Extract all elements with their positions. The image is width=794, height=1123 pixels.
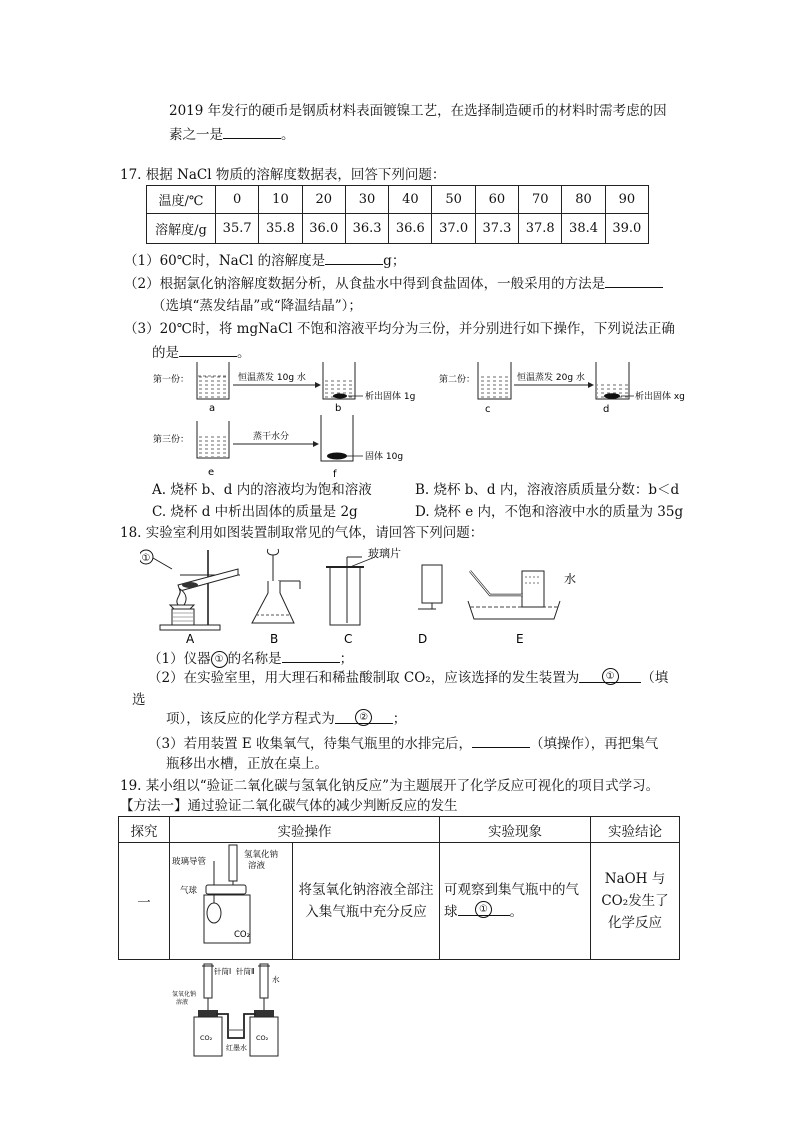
table-row-label-temp: 温度/℃ xyxy=(147,186,216,214)
header-operation: 实验操作 xyxy=(170,817,440,843)
fig-label-naoh-2: 溶液 xyxy=(248,861,266,871)
part3-label: 第三份： xyxy=(153,435,190,445)
answer-blank-2[interactable] xyxy=(335,709,393,724)
gas-apparatus-diagram xyxy=(140,545,590,647)
water-label: 水 xyxy=(564,572,577,586)
table-cell: 38.4 xyxy=(562,214,605,244)
beaker-a xyxy=(197,362,229,399)
apparatus-figure-cell xyxy=(170,843,293,960)
blank-number-1: ① xyxy=(602,668,619,685)
part3-output: 固体 10g xyxy=(365,452,404,462)
apparatus-d xyxy=(418,565,442,609)
fig2-label-co2-right: CO₂ xyxy=(256,1034,269,1042)
solubility-table xyxy=(146,185,649,244)
fig2-label-syringe-2: 针筒Ⅱ xyxy=(236,967,255,976)
answer-blank[interactable] xyxy=(282,648,340,663)
beaker-b xyxy=(323,362,355,399)
q18-part2-line3: 项），该反应的化学方程式为 ② ； xyxy=(166,711,407,727)
table-cell: 39.0 xyxy=(605,214,648,244)
label-f: f xyxy=(333,469,337,480)
operation-line-2: 入集气瓶中充分反应 xyxy=(305,904,427,920)
balloon-apparatus xyxy=(170,843,292,955)
option-b: B. 烧杯 b、d 内，溶液溶质质量分数：b＜d xyxy=(415,482,680,498)
label-e: e xyxy=(208,467,215,478)
label-b: b xyxy=(335,403,342,414)
method-one-heading: 【方法一】通过验证二氧化碳气体的减少判断反应的发生 xyxy=(120,798,458,814)
apparatus-a xyxy=(160,550,240,630)
table-row-label-solubility: 溶解度/g xyxy=(147,214,216,244)
apparatus-label-e: E xyxy=(516,632,524,646)
phenomenon-cell xyxy=(440,843,591,960)
q18-stem: 18. 实验室利用如图装置制取常见的气体，请回答下列问题： xyxy=(120,525,484,541)
label-c: c xyxy=(485,404,491,415)
row-label: 一 xyxy=(119,843,170,960)
q18-part1: （1）仪器 ① 的名称是 ； xyxy=(148,648,353,669)
table-cell: 90 xyxy=(605,186,648,214)
experiment-table xyxy=(118,816,680,960)
option-a: A. 烧杯 b、d 内的溶液均为饱和溶液 xyxy=(152,482,372,498)
fig2-label-co2-left: CO₂ xyxy=(200,1034,213,1042)
glass-slide-label: 玻璃片 xyxy=(368,547,401,560)
table-cell: 80 xyxy=(562,186,605,214)
part2-label: 第二份： xyxy=(439,375,476,385)
q17-part3-line1: （3）20℃时，将 mgNaCl 不饱和溶液平均分为三份，并分别进行如下操作，下列说法正确 xyxy=(124,321,675,337)
table-cell: 10 xyxy=(259,186,302,214)
fig2-label-ink: 红墨水 xyxy=(226,1044,247,1052)
header-conclusion: 实验结论 xyxy=(591,817,680,843)
q17-part2-line2: （选填“蒸发结晶”或“降温结晶”）； xyxy=(152,298,362,314)
fig2-label-water: 水 xyxy=(272,975,280,984)
apparatus-label-a: A xyxy=(186,632,195,646)
phenomenon-line-1: 可观察到集气瓶中的气 xyxy=(444,882,579,898)
beaker-c xyxy=(478,362,511,399)
part3-operation: 蒸干水分 xyxy=(253,432,290,442)
table-cell: 37.0 xyxy=(432,214,475,244)
table-cell: 0 xyxy=(216,186,259,214)
q17-part3-line2: 的是 。 xyxy=(152,342,251,363)
marker-1-inline: ① xyxy=(211,651,228,668)
svg-text:①: ① xyxy=(141,553,151,564)
beaker-f xyxy=(321,415,353,461)
blank-number-1: ① xyxy=(475,901,492,918)
table-cell: 36.3 xyxy=(345,214,388,244)
table-cell: 37.8 xyxy=(519,214,562,244)
table-cell: 60 xyxy=(475,186,518,214)
beaker-d xyxy=(596,362,629,399)
q18-part3-line1: （3）若用装置 E 收集氧气，待集气瓶里的水排完后， （填操作），再把集气 xyxy=(148,733,658,754)
q18-part2-line1: （2）在实验室里，用大理石和稀盐酸制取 CO₂，应该选择的发生装置为 ① （填 xyxy=(148,670,669,686)
conclusion-line-2: CO₂发生了 xyxy=(601,893,669,909)
table-cell: 36.6 xyxy=(389,214,432,244)
conclusion-line-1: NaOH 与 xyxy=(604,871,666,887)
option-c: C. 烧杯 d 中析出固体的质量是 2g xyxy=(152,504,358,520)
q17-stem: 17. 根据 NaCl 物质的溶解度数据表，回答下列问题： xyxy=(120,167,446,183)
answer-blank[interactable] xyxy=(458,901,510,916)
table-cell: 40 xyxy=(389,186,432,214)
fig-label-balloon: 气球 xyxy=(180,886,198,896)
apparatus-label-c: C xyxy=(344,632,353,646)
intro-line-2: 素之一是 。 xyxy=(169,124,295,145)
table-cell: 70 xyxy=(519,186,562,214)
label-d: d xyxy=(603,404,610,415)
table-cell: 35.8 xyxy=(259,214,302,244)
operation-cell xyxy=(293,843,440,960)
answer-blank-1[interactable] xyxy=(579,668,641,683)
intro-line-1: 2019 年发行的硬币是钢质材料表面镀镍工艺，在选择制造硬币的材料时需考虑的因 xyxy=(169,103,667,119)
q17-part1: （1）60℃时，NaCl 的溶解度是 g； xyxy=(124,250,405,271)
q18-part2-line2: 选 xyxy=(132,692,146,708)
part2-output: 析出固体 xg xyxy=(635,392,685,402)
table-cell: 37.3 xyxy=(475,214,518,244)
part1-output: 析出固体 1g xyxy=(365,392,416,402)
marker-1 xyxy=(140,550,172,569)
header-phenomenon: 实验现象 xyxy=(440,817,591,843)
table-cell: 20 xyxy=(302,186,345,214)
table-cell: 36.0 xyxy=(302,214,345,244)
fig-label-co2: CO₂ xyxy=(234,930,251,940)
fig2-label-naoh-1: 氢氧化钠 xyxy=(172,991,197,998)
fig2-label-naoh-2: 溶液 xyxy=(176,999,189,1006)
q17-part2-line1: （2）根据氯化钠溶解度数据分析，从食盐水中得到食盐固体，一般采用的方法是 xyxy=(124,273,663,294)
blank-number-2: ② xyxy=(355,709,372,726)
apparatus-label-d: D xyxy=(418,632,428,646)
table-cell: 35.7 xyxy=(216,214,259,244)
q18-part3-line2: 瓶移出水槽，正放在桌上。 xyxy=(166,756,328,772)
answer-blank[interactable] xyxy=(605,273,663,288)
apparatus-label-b: B xyxy=(270,632,279,646)
conclusion-line-3: 化学反应 xyxy=(608,915,662,931)
q19-stem: 19. 某小组以“验证二氧化碳与氢氧化钠反应”为主题展开了化学反应可视化的项目式学习。 xyxy=(120,778,660,794)
apparatus-c xyxy=(326,557,375,625)
fig-label-naoh-1: 氢氧化钠 xyxy=(244,850,279,860)
label-a: a xyxy=(209,403,216,414)
answer-blank[interactable] xyxy=(223,124,281,139)
option-d: D. 烧杯 e 内，不饱和溶液中水的质量为 35g xyxy=(415,504,684,520)
table-cell: 30 xyxy=(345,186,388,214)
phenomenon-line-2: 球 ① 。 xyxy=(444,901,589,923)
beaker-diagram xyxy=(145,355,690,480)
answer-blank[interactable] xyxy=(325,250,383,265)
answer-blank[interactable] xyxy=(472,733,530,748)
part1-operation: 恒温蒸发 10g 水 xyxy=(238,373,306,383)
conclusion-cell xyxy=(591,843,680,960)
part2-operation: 恒温蒸发 20g 水 xyxy=(517,373,585,383)
table-cell: 50 xyxy=(432,186,475,214)
apparatus-e xyxy=(468,571,560,619)
part1-label: 第一份： xyxy=(153,375,190,385)
header-explore: 探究 xyxy=(119,817,170,843)
syringe-apparatus xyxy=(172,960,292,1060)
fig-label-tube: 玻璃导管 xyxy=(172,857,207,867)
apparatus-b xyxy=(252,549,300,623)
fig2-label-syringe-1: 针筒Ⅰ xyxy=(214,967,232,976)
operation-line-1: 将氢氧化钠溶液全部注 xyxy=(298,882,434,898)
beaker-e xyxy=(197,421,229,458)
